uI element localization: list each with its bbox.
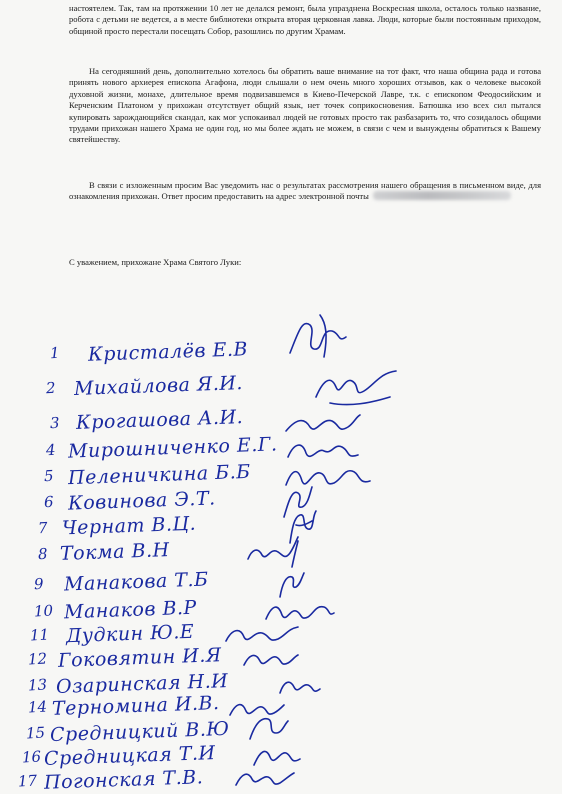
signature-row: [0, 539, 562, 565]
signer-name: Кристалёв Е.В: [87, 338, 249, 366]
paragraph-2-text: На сегодняшний день, дополнительно хотелось бы обратить ваше внимание на тот факт, что наша община рада и готова принять нового архиерея епископа Агафона, люди слышали о нем очень много хороших отзывов, как о человеке высокой духовной жизни, монахе, длительное время подвизавшемся в Киево-Печерской Лавре, т.к. с епископом Феодосийским и Керченским Платоном у прихожан отсутствует общий язык, нет точек соприкосновения. Батюшка изо всех сил пытался купировать зарождающийся скандал, как мог успокаивал людей не готовых просто так разбазарить то, что созидалось общими трудами прихожан нашего Храма не один год, но мы более ждать не можем, в связи с чем и вынуждены обратиться к Вашему святейшеству.: [69, 66, 541, 145]
signer-name: Средницкая Т.И: [43, 742, 216, 770]
signer-name: Мирошниченко Е.Г.: [67, 433, 278, 463]
signer-name: Дудкин Ю.Е: [65, 620, 195, 648]
paragraph-3-text: В связи с изложенным просим Вас уведомить нас о результатах рассмотрения нашего обращения в письменном виде, для ознакомления прихожан. Ответ просим предоставить на адрес электронной почты: [69, 180, 541, 202]
signature-row: [0, 767, 562, 793]
signature-row: [0, 372, 562, 401]
signature-list: [0, 295, 562, 794]
signer-name: Михайлова Я.И.: [73, 372, 244, 400]
signature-number: 9: [33, 574, 45, 594]
signature-row: [0, 597, 562, 623]
handwritten-signature: [280, 313, 350, 369]
signature-number: 13: [27, 675, 48, 695]
handwritten-signature: [232, 767, 296, 791]
signature-number: 14: [27, 697, 48, 717]
signature-number: 15: [25, 723, 46, 743]
paragraph-1-text: настоятелем. Так, там на протяжении 10 лет не делался ремонт, была упразднена Воскресная школа, осталось только название, робота с детьми не ведется, а в месте библиотеки открыта вторая церковная лавка. Люди, которые были постоянным приходом, общиной просто перестали посещать Собор, разошлись по другим Храмам.: [69, 3, 541, 36]
signature-number: 12: [27, 649, 48, 669]
signature-number: 3: [49, 413, 61, 433]
signer-name: Погонская Т.В.: [43, 766, 204, 794]
handwritten-signature: [240, 647, 300, 673]
signature-row: [0, 435, 562, 461]
signer-name: Пеленичкина Б.Б: [67, 460, 251, 490]
signature-number: 2: [45, 378, 57, 398]
signature-row: [0, 743, 562, 769]
paragraph-1: [69, 3, 541, 37]
closing-line: С уважением, прихожане Храма Святого Луки:: [69, 257, 242, 267]
signature-number: 17: [17, 771, 38, 791]
signature-number: 5: [43, 466, 55, 486]
signature-number: 16: [21, 747, 42, 767]
signer-name: Средницкий В.Ю: [49, 717, 230, 747]
signature-number: 4: [45, 440, 57, 460]
signer-name: Манаков В.Р: [63, 596, 198, 624]
signature-row: [0, 569, 562, 595]
paragraph-2: [69, 66, 541, 146]
signature-number: 1: [49, 343, 61, 363]
signature-row: [0, 338, 562, 367]
handwritten-signature: [244, 535, 300, 571]
signature-number: 7: [37, 518, 49, 538]
signer-name: Крогашова А.И.: [75, 406, 244, 434]
paragraph-3: [69, 180, 541, 203]
signer-name: Чернат В.Ц.: [61, 512, 197, 540]
signer-name: Манакова Т.Б: [63, 568, 209, 596]
signature-number: 10: [33, 601, 54, 621]
handwritten-signature: [272, 567, 306, 601]
signature-row: [0, 487, 562, 513]
signature-number: 11: [29, 625, 50, 645]
redacted-email: [373, 191, 511, 200]
signature-number: 8: [37, 544, 49, 564]
signature-row: [0, 406, 562, 435]
signer-name: Озаринская Н.И: [55, 670, 229, 698]
signer-name: Терномина И.В.: [51, 692, 220, 720]
handwritten-signature: [310, 363, 400, 409]
signer-name: Токма В.Н: [59, 539, 171, 565]
signer-name: Ковинова Э.Т.: [67, 487, 216, 515]
signature-row: [0, 621, 562, 647]
signer-name: Гоковятин И.Я: [57, 644, 223, 672]
signature-row: [0, 645, 562, 671]
signature-number: 6: [43, 492, 55, 512]
